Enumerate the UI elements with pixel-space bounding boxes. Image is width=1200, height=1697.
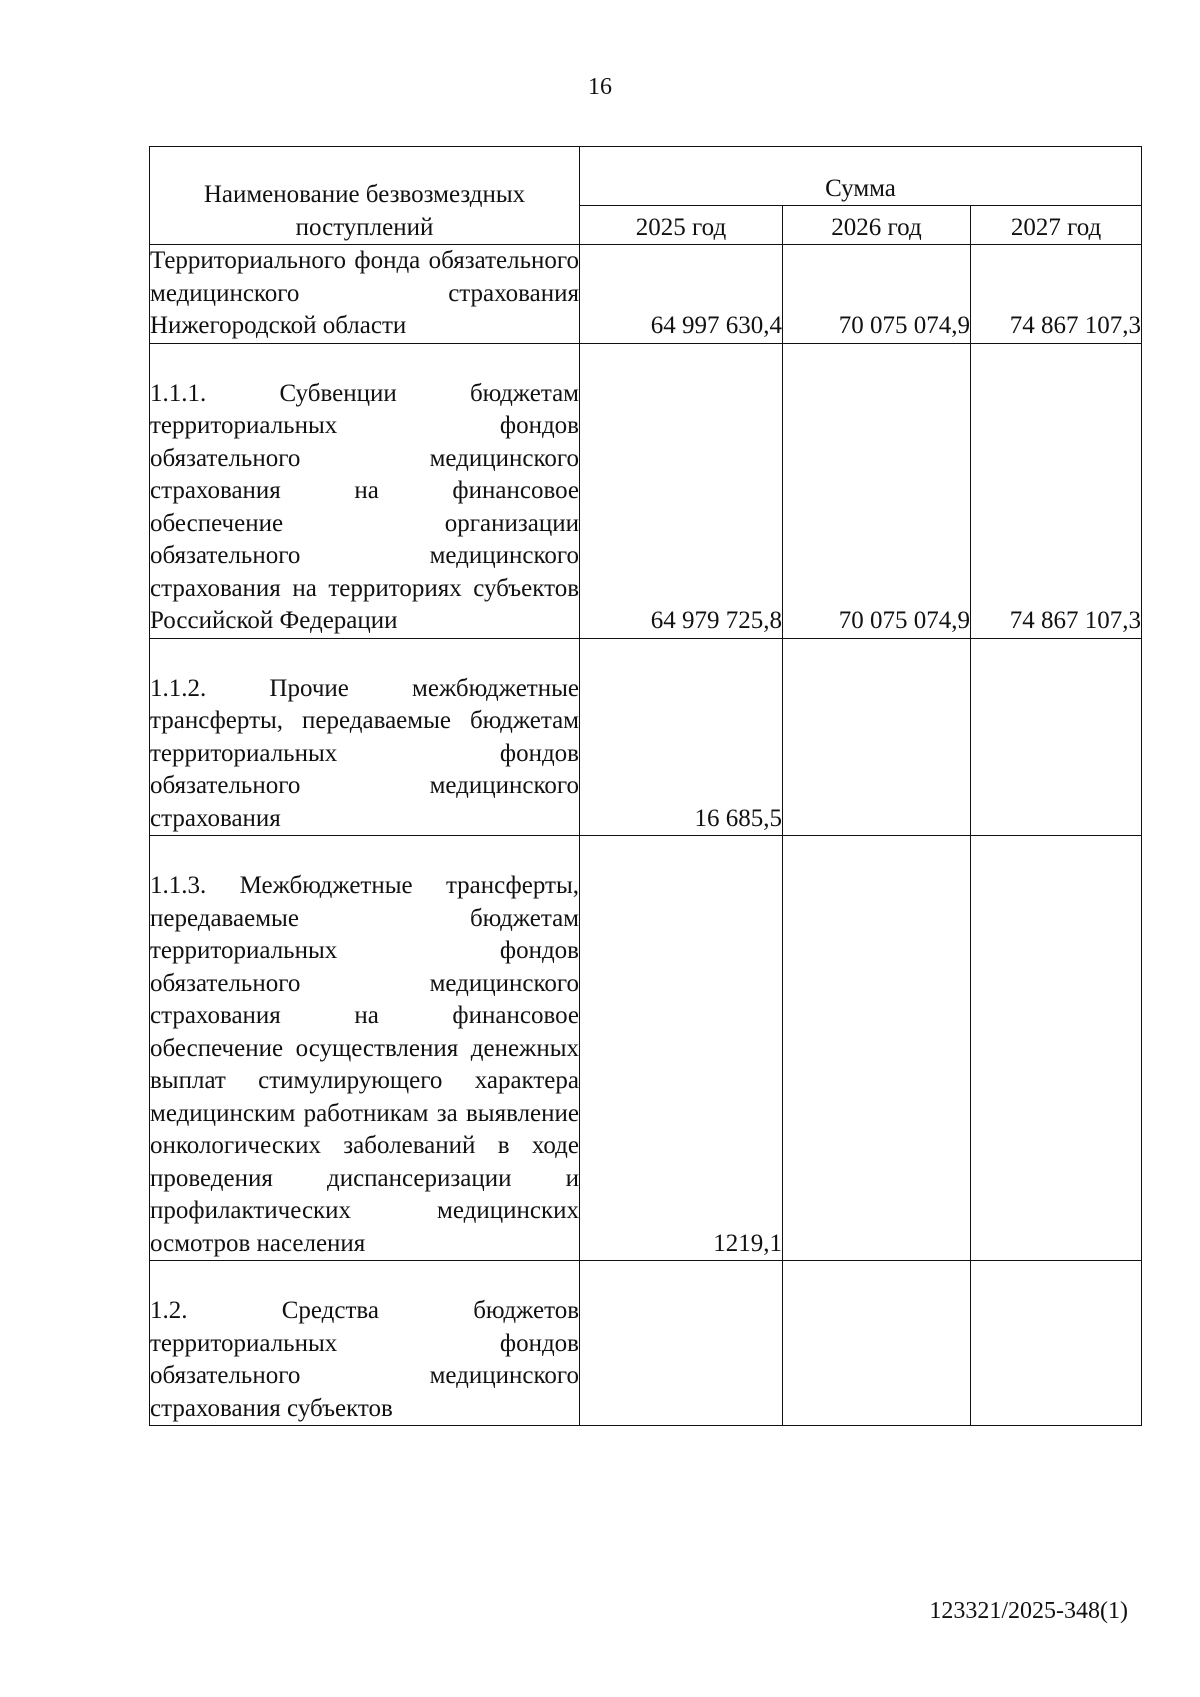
row-name: 1.1.2. Прочие межбюджетные трансферты, передаваемые бюджетам территориальных фондов обязательного медицинского страхования (150, 638, 580, 836)
row-value-2026: 70 075 074,9 (783, 343, 971, 638)
row-value-2027 (971, 638, 1142, 836)
table-row (150, 245, 1142, 344)
row-name: 1.1.3. Межбюджетные трансферты, передаваемые бюджетам территориальных фондов обязательного медицинского страхования на финансовое обеспечение осуществления денежных выплат стимулирующего характера медицинским работникам за выявление онкологических заболеваний в ходе проведения диспансеризации и профилактических медицинских осмотров населения (150, 836, 580, 1261)
header-sum: Сумма (580, 147, 1142, 206)
page-number: 16 (588, 74, 612, 100)
table-row (150, 343, 1142, 638)
row-value-2026: 70 075 074,9 (783, 245, 971, 344)
row-value-2025: 1219,1 (580, 836, 783, 1261)
header-name: Наименование безвозмездных поступлений (150, 147, 580, 245)
row-value-2025: 64 979 725,8 (580, 343, 783, 638)
row-value-2027 (971, 1261, 1142, 1426)
row-value-2025 (580, 1261, 783, 1426)
row-name: Территориального фонда обязательного медицинского страхования Нижегородской области (150, 245, 580, 344)
header-year-2027: 2027 год (971, 206, 1142, 245)
header-year-2025: 2025 год (580, 206, 783, 245)
header-year-2026: 2026 год (783, 206, 971, 245)
document-id: 123321/2025-348(1) (929, 1598, 1128, 1624)
row-value-2027: 74 867 107,3 (971, 245, 1142, 344)
row-value-2027 (971, 836, 1142, 1261)
table-row (150, 638, 1142, 836)
table-row (150, 1261, 1142, 1426)
row-value-2026 (783, 1261, 971, 1426)
revenue-table (149, 146, 1142, 1426)
row-value-2025: 64 997 630,4 (580, 245, 783, 344)
row-value-2027: 74 867 107,3 (971, 343, 1142, 638)
row-value-2026 (783, 836, 971, 1261)
table-header (150, 147, 1142, 245)
table-row (150, 836, 1142, 1261)
row-name: 1.1.1. Субвенции бюджетам территориальных фондов обязательного медицинского страхования на финансовое обеспечение организации обязательного медицинского страхования на территориях субъектов Российской Федерации (150, 343, 580, 638)
row-value-2026 (783, 638, 971, 836)
row-value-2025: 16 685,5 (580, 638, 783, 836)
row-name: 1.2. Средства бюджетов территориальных фондов обязательного медицинского страхования субъектов (150, 1261, 580, 1426)
